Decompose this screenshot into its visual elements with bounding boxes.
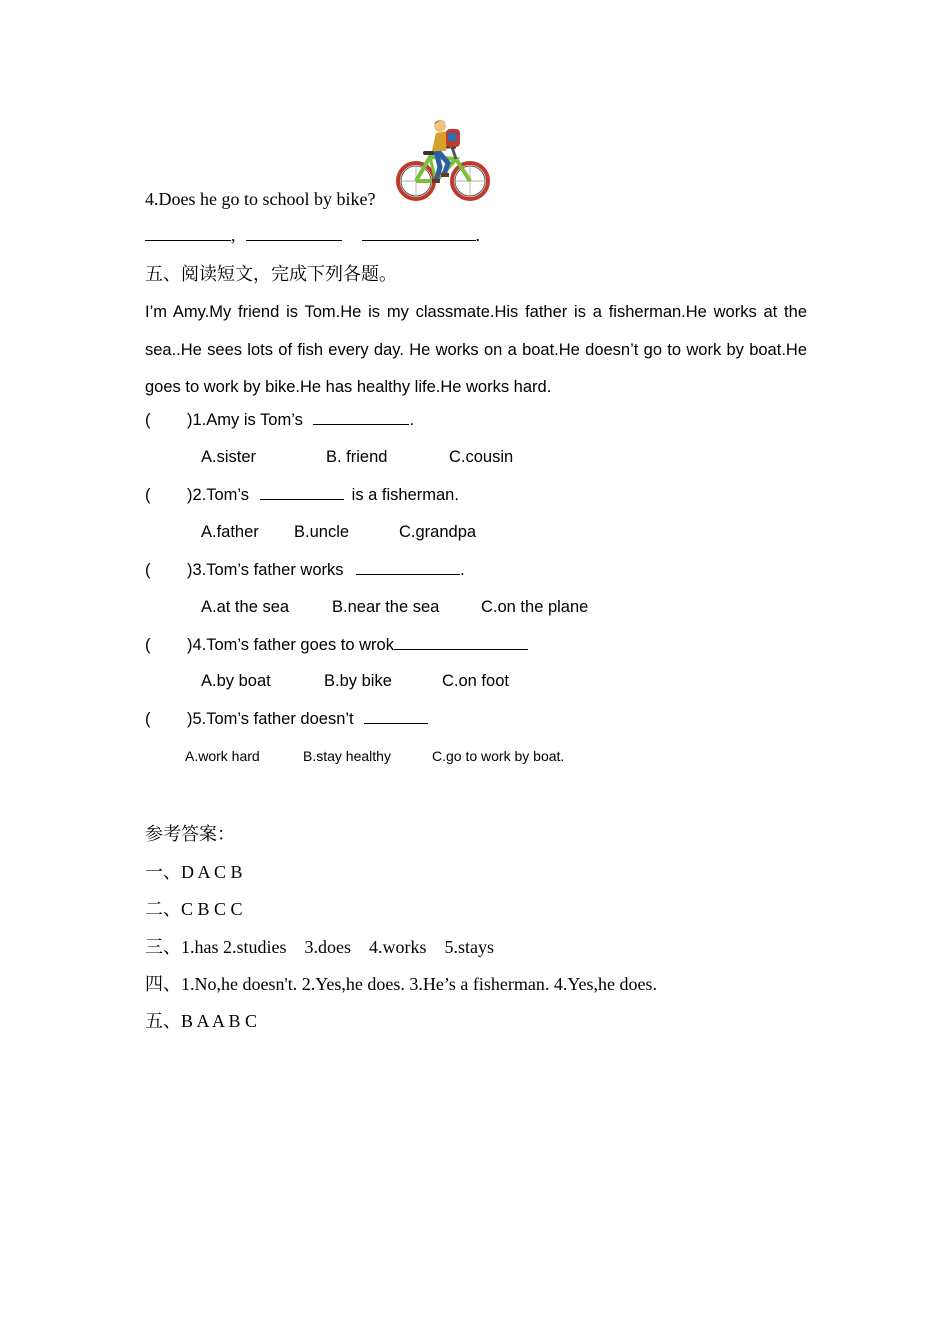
option-a[interactable]: A.by boat [201, 672, 271, 690]
reading-question-2: ( )2.Tom’s is a fisherman. [145, 486, 459, 504]
reading-question-5: ( )5.Tom’s father doesn’t [145, 709, 428, 729]
option-b[interactable]: B.uncle [294, 523, 350, 541]
reading-passage: I’m Amy.My friend is Tom.He is my classmate.His father is a fisherman.He works at the sea..He sees lots of fish every day. He works on a boat.He doesn’t go to work by boat.He goes to work by bike.He has healthy life.He works hard. [145, 303, 807, 396]
option-c[interactable]: C.grandpa [399, 523, 477, 541]
option-a[interactable]: A.father [201, 523, 259, 541]
answer-blank[interactable] [260, 485, 344, 500]
answer-key-line-4: 四、1.No,he doesn't. 2.Yes,he does. 3.He’s a fisherman. 4.Yes,he does. [145, 974, 658, 994]
answer-key-line-3: 三、1.has 2.studies 3.does 4.works 5.stays [145, 937, 494, 957]
option-c[interactable]: C.on foot [442, 672, 509, 690]
option-c[interactable]: C.go to work by boat. [432, 748, 565, 764]
answer-blank[interactable] [394, 635, 528, 650]
option-c[interactable]: C.cousin [449, 448, 514, 466]
answer-blank[interactable] [313, 410, 409, 425]
option-b[interactable]: B. friend [326, 448, 388, 466]
answer-key-line-1: 一、D A C B [145, 862, 243, 882]
question-4-answer-blanks[interactable]: , . [145, 225, 480, 246]
option-c[interactable]: C.on the plane [481, 598, 589, 616]
reading-question-4: ( )4.Tom’s father goes to wrok [145, 635, 528, 655]
option-a[interactable]: A.at the sea [201, 598, 290, 616]
section-5-heading: 五、阅读短文，完成下列各题。 [145, 264, 397, 284]
option-b[interactable]: B.stay healthy [303, 748, 391, 764]
boy-riding-bike-icon [396, 117, 492, 205]
question-4-text: 4.Does he go to school by bike? [145, 189, 376, 209]
answer-key-line-2: 二、C B C C [145, 899, 243, 919]
option-b[interactable]: B.near the sea [332, 598, 440, 616]
reading-question-3: ( )3.Tom’s father works . [145, 561, 465, 579]
answer-key-line-5: 五、B A A B C [145, 1011, 258, 1031]
answer-key-heading: 参考答案： [145, 824, 235, 844]
option-a[interactable]: A.work hard [185, 748, 260, 764]
option-a[interactable]: A.sister [201, 448, 257, 466]
option-b[interactable]: B.by bike [324, 672, 392, 690]
answer-blank[interactable] [356, 560, 460, 575]
reading-question-1: ( )1.Amy is Tom’s . [145, 411, 415, 429]
answer-blank[interactable] [364, 709, 428, 724]
